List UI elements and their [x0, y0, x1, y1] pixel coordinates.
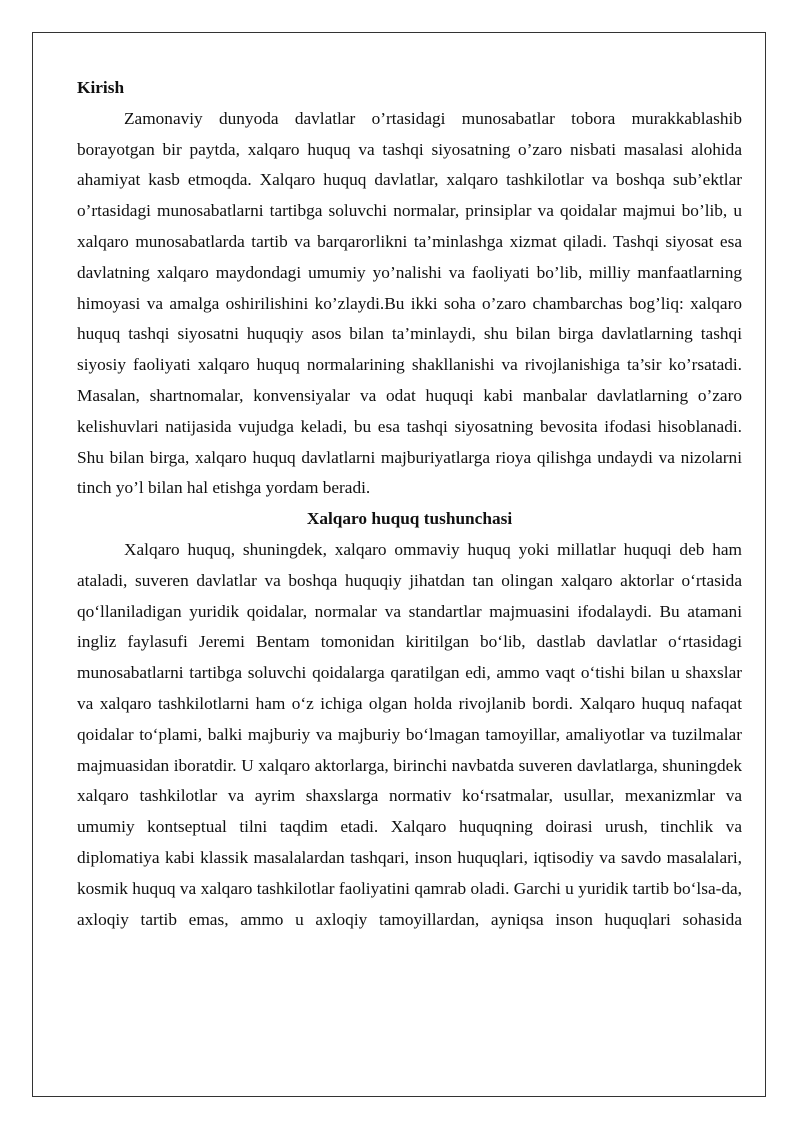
intro-heading: Kirish [77, 78, 125, 97]
section-paragraph: Xalqaro huquq, shuningdek, xalqaro ommaviy huquq yoki millatlar huquqi deb ham ataladi, suveren davlatlar va boshqa huquqiy jihatdan tan olingan xalqaro aktorlar o‘rtasida qo‘llaniladigan yuridik qoidalar, normalar va standartlar majmuasini ifodalaydi. Bu atamani ingliz faylasufi Jeremi Bentam tomonidan kiritilgan bo‘lib, dastlab davlatlar o‘rtasidagi munosabatlarni tartibga soluvchi qoidalarga qaratilgan edi, ammo vaqt o‘tishi bilan u shaxslar va xalqaro tashkilotlarni ham o‘z ichiga olgan holda rivojlanib bordi. Xalqaro huquq nafaqat qoidalar to‘plami, balki majburiy va majburiy bo‘lmagan tamoyillar, amaliyotlar va tuzilmalar majmuasidan iboratdir. U xalqaro aktorlarga, birinchi navbatda suveren davlatlarga, shuningdek xalqaro tashkilotlar va ayrim shaxslarga normativ ko‘rsatmalar, usullar, mexanizmlar va umumiy kontseptual tilni taqdim etadi. Xalqaro huquqning doirasi urush, tinchlik va diplomatiya kabi klassik masalalardan tashqari, inson huquqlari, iqtisodiy va savdo masalalari, kosmik huquq va xalqaro tashkilotlar faoliyatini qamrab oladi. Garchi u yuridik tartib bo‘lsa-da, axloqiy tartib emas, ammo u axloqiy tamoyillardan, ayniqsa inson huquqlari sohasida [77, 539, 742, 929]
section-title: Xalqaro huquq tushunchasi [306, 509, 513, 529]
intro-paragraph: Zamonaviy dunyoda davlatlar o’rtasidagi munosabatlar tobora murakkablashib borayotgan bir paytda, xalqaro huquq va tashqi siyosatning o’zaro nisbati masalasi alohida ahamiyat kasb etmoqda. Xalqaro huquq davlatlar, xalqaro tashkilotlar va boshqa sub’ektlar o’rtasidagi munosabatlarni tartibga soluvchi normalar, prinsiplar va qoidalar majmui bo’lib, u xalqaro munosabatlarda tartib va barqarorlikni ta’minlashga xizmat qiladi. Tashqi siyosat esa davlatning xalqaro maydondagi umumiy yo’nalishi va faoliyati bo’lib, milliy manfaatlarning himoyasi va amalga oshirilishini ko’zlaydi.Bu ikki soha o’zaro chambarchas bog’liq: xalqaro huquq tashqi siyosatni huquqiy asos bilan ta’minlaydi, shu bilan birga davlatlarning tashqi siyosiy faoliyati xalqaro huquq normalarining shakllanishi va rivojlanishiga ta’sir ko’rsatadi. Masalan, shartnomalar, konvensiyalar va odat huquqi kabi manbalar davlatlarning o’zaro kelishuvlari natijasida vujudga keladi, bu esa tashqi siyosatning bevosita ifodasi hisoblanadi. Shu bilan birga, xalqaro huquq davlatlarni majburiyatlarga rioya qilishga undaydi va nizolarni tinch yo’l bilan hal etishga yordam beradi. [77, 108, 742, 498]
document-body [77, 73, 742, 935]
